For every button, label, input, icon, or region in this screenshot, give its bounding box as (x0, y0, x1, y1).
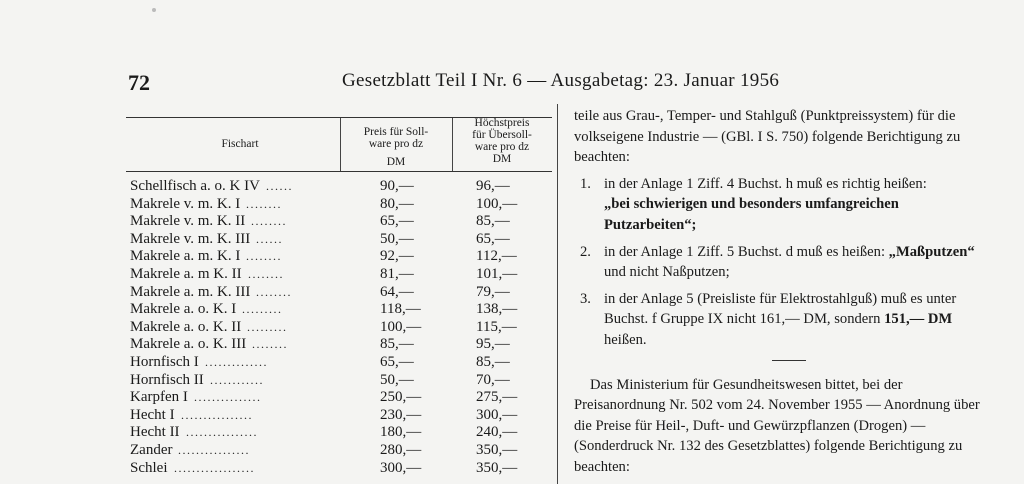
price-soll: 230,— (380, 406, 422, 423)
fish-name: Hornfisch I (130, 353, 199, 370)
leader-dots: ...... (256, 231, 283, 246)
item-number: 3. (580, 290, 591, 307)
fish-name: Hornfisch II (130, 371, 204, 388)
header-line: DM (386, 156, 406, 168)
price-soll: 250,— (380, 389, 422, 406)
price-soll: 280,— (380, 441, 422, 458)
price-uebersoll: 350,— (476, 441, 518, 458)
table-header-soll (342, 126, 450, 168)
table-row (130, 248, 550, 266)
page-number: 72 (128, 70, 150, 95)
leader-dots: ................ (186, 425, 258, 440)
table-row (130, 442, 550, 460)
fish-name: Schlei (130, 459, 168, 476)
page-header (128, 64, 868, 94)
price-uebersoll: 115,— (476, 318, 517, 335)
table-row (130, 319, 550, 337)
item-text: in der Anlage 5 (Preisliste für Elektrostahlguß) muß es unter Buchst. f Gruppe IX nicht 161,— DM, sondern (604, 290, 957, 328)
fish-name: Makrele v. m. K. I (130, 195, 241, 212)
price-soll: 180,— (380, 424, 422, 441)
price-soll: 50,— (380, 230, 414, 247)
column-divider (557, 104, 558, 484)
table-header-uebersoll (454, 117, 550, 165)
leader-dots: ................ (181, 407, 253, 422)
fish-name: Makrele v. m. K. II (130, 213, 246, 230)
price-soll: 92,— (380, 248, 414, 265)
item-text: in der Anlage 1 Ziff. 4 Buchst. h muß es richtig heißen: (604, 175, 927, 192)
paper-speck (152, 8, 156, 12)
price-soll: 80,— (380, 195, 414, 212)
price-soll: 85,— (380, 336, 414, 353)
leader-dots: ......... (242, 302, 283, 317)
intro-paragraph: teile aus Grau-, Temper- und Stahlguß (Punktpreissystem) für die volkseigene Industrie — (GBl. I S. 750) folgende Berichtigung zu beachten: (574, 108, 961, 166)
leader-dots: .................. (174, 460, 255, 475)
item-number: 2. (580, 243, 591, 260)
table-row (130, 372, 550, 390)
price-uebersoll: 112,— (476, 248, 517, 265)
right-column-text (574, 106, 994, 478)
header-text: Fischart (221, 138, 259, 150)
fish-name: Makrele a. m K. II (130, 265, 242, 282)
price-soll: 64,— (380, 283, 414, 300)
item-text-after: und nicht Naßputzen; (604, 264, 730, 281)
ministry-paragraph: Das Ministerium für Gesundheitswesen bittet, bei der Preisanordnung Nr. 502 vom 24. November 1955 — Anordnung über die Preise für Heil-, Duft- und Gewürzpflanzen (Drogen) — (Sonderdruck Nr. 132 des Gesetzblattes) folgende Berichtigung zu beachten: (574, 376, 980, 475)
fish-name: Makrele a. m. K. III (130, 283, 251, 300)
header-line: Höchstpreis (474, 117, 530, 129)
table-row (130, 460, 550, 478)
price-soll: 300,— (380, 459, 422, 476)
leader-dots: ........ (248, 266, 284, 281)
table-body (130, 178, 550, 477)
table-row (130, 354, 550, 372)
price-uebersoll: 95,— (476, 336, 510, 353)
correction-item-3 (574, 289, 994, 351)
price-soll: 118,— (380, 301, 421, 318)
item-text-after: heißen. (604, 331, 647, 348)
price-uebersoll: 65,— (476, 230, 510, 247)
table-row (130, 301, 550, 319)
table-row (130, 336, 550, 354)
price-uebersoll: 275,— (476, 389, 518, 406)
fish-name: Makrele a. o. K. III (130, 336, 247, 353)
price-uebersoll: 101,— (476, 265, 518, 282)
item-bold-text: „Maßputzen“ (888, 243, 975, 260)
table-row (130, 284, 550, 302)
price-uebersoll: 138,— (476, 301, 518, 318)
fish-name: Zander (130, 441, 173, 458)
table-row (130, 389, 550, 407)
price-soll: 81,— (380, 265, 414, 282)
header-line: ware pro dz (368, 138, 424, 150)
table-row (130, 178, 550, 196)
price-uebersoll: 85,— (476, 353, 510, 370)
price-uebersoll: 96,— (476, 178, 510, 194)
fish-name: Schellfisch a. o. K IV (130, 178, 260, 194)
header-line: ware pro dz (474, 141, 530, 153)
table-row (130, 407, 550, 425)
table-row (130, 196, 550, 214)
fish-name: Makrele a. o. K. II (130, 318, 242, 335)
table-row (130, 266, 550, 284)
item-text: in der Anlage 1 Ziff. 5 Buchst. d muß es heißen: (604, 243, 886, 260)
price-soll: 65,— (380, 213, 414, 230)
table-row (130, 213, 550, 231)
price-soll: 65,— (380, 353, 414, 370)
leader-dots: ........ (246, 196, 282, 211)
correction-item-1 (574, 174, 994, 236)
price-uebersoll: 79,— (476, 283, 510, 300)
header-line: Preis für Soll- (363, 126, 429, 138)
table-column-rule (340, 118, 341, 171)
item-bold-text: „bei schwierigen und besonders umfangreichen Putzarbeiten“; (604, 196, 899, 233)
price-uebersoll: 350,— (476, 459, 518, 476)
leader-dots: ............ (210, 372, 264, 387)
leader-dots: ........ (256, 284, 292, 299)
section-separator (772, 360, 806, 361)
fish-name: Makrele a. o. K. I (130, 301, 237, 318)
leader-dots: ......... (247, 319, 288, 334)
price-uebersoll: 300,— (476, 406, 518, 423)
item-bold-text: 151,— DM (884, 311, 953, 328)
table-header-rule (126, 171, 552, 172)
leader-dots: ........ (252, 337, 288, 352)
fish-name: Hecht II (130, 424, 180, 441)
leader-dots: ........ (251, 214, 287, 229)
table-row (130, 424, 550, 442)
leader-dots: ........ (246, 249, 282, 264)
price-soll: 100,— (380, 318, 422, 335)
price-soll: 50,— (380, 371, 414, 388)
item-number: 1. (580, 175, 591, 192)
fish-name: Hecht I (130, 406, 175, 423)
table-row (130, 231, 550, 249)
fish-name: Karpfen I (130, 389, 188, 406)
price-uebersoll: 100,— (476, 195, 518, 212)
table-column-rule (452, 118, 453, 171)
leader-dots: .............. (205, 354, 268, 369)
table-header-fischart (180, 138, 300, 150)
price-soll: 90,— (380, 178, 414, 194)
price-uebersoll: 240,— (476, 424, 518, 441)
price-uebersoll: 85,— (476, 213, 510, 230)
price-uebersoll: 70,— (476, 371, 510, 388)
leader-dots: ............... (194, 390, 262, 405)
header-line: DM (492, 153, 512, 165)
fish-name: Makrele a. m. K. I (130, 248, 241, 265)
header-line: für Übersoll- (472, 129, 532, 141)
running-title: Gesetzblatt Teil I Nr. 6 — Ausgabetag: 23. Januar 1956 (342, 70, 780, 91)
leader-dots: ................ (178, 442, 250, 457)
leader-dots: ...... (266, 179, 293, 193)
fish-name: Makrele v. m. K. III (130, 230, 251, 247)
correction-item-2 (574, 242, 994, 283)
